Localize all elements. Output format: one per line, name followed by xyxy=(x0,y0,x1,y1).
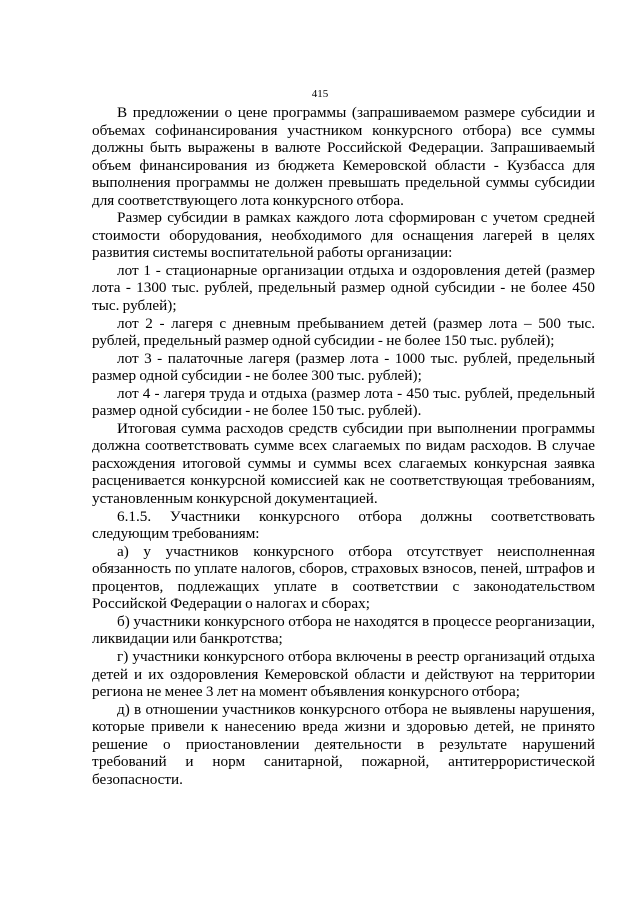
page-number: 415 xyxy=(311,88,329,100)
paragraph-requirement-a: а) у участников конкурсного отбора отсутствует неисполненная обязанность по уплате налогов, сборов, страховых взносов, пеней, штрафов и процентов, подлежащих уплате в соответствии с законодательством Российской Федерации о налогах и сборах; xyxy=(92,542,595,613)
paragraph-lot-4: лот 4 - лагеря труда и отдыха (размер лота - 450 тыс. рублей, предельный размер одной субсидии - не более 150 тыс. рублей). xyxy=(92,384,595,420)
paragraph-requirement-d: д) в отношении участников конкурсного отбора не выявлены нарушения, которые привели к нанесению вреда жизни и здоровью детей, не принято решение о приостановлении деятельности в результате нарушений требований и норм санитарной, пожарной, антитеррористической безопасности. xyxy=(92,700,595,788)
paragraph-price-proposal: В предложении о цене программы (запрашиваемом размере субсидии и объемах софинансирования участником конкурсного отбора) все суммы должны быть выражены в валюте Российской Федерации. Запрашиваемый объем финансирования из бюджета Кемеровской области - Кузбасса для выполнения программы не должен превышать предельной суммы субсидии для соответствующего лота конкурсного отбора. xyxy=(92,104,595,209)
document-body xyxy=(92,104,595,788)
paragraph-requirement-b: б) участники конкурсного отбора не находятся в процессе реорганизации, ликвидации или банкротства; xyxy=(92,612,595,648)
paragraph-lot-1: лот 1 - стационарные организации отдыха и оздоровления детей (размер лота - 1300 тыс. рублей, предельный размер одной субсидии - не более 450 тыс. рублей); xyxy=(92,261,595,315)
paragraph-section-6-1-5: 6.1.5. Участники конкурсного отбора должны соответствовать следующим требованиям: xyxy=(92,507,595,543)
paragraph-subsidy-size: Размер субсидии в рамках каждого лота сформирован с учетом средней стоимости оборудования, необходимого для оснащения лагерей в целях развития системы воспитательной работы организации: xyxy=(92,209,595,262)
paragraph-total-expenses: Итоговая сумма расходов средств субсидии при выполнении программы должна соответствовать сумме всех слагаемых по видам расходов. В случае расхождения итоговой суммы и суммы всех слагаемых конкурсная заявка расценивается конкурсной комиссией как не соответствующая требованиям, установленным конкурсной документацией. xyxy=(92,419,595,508)
paragraph-lot-3: лот 3 - палаточные лагеря (размер лота - 1000 тыс. рублей, предельный размер одной субсидии - не более 300 тыс. рублей); xyxy=(92,349,595,385)
paragraph-lot-2: лот 2 - лагеря с дневным пребыванием детей (размер лота – 500 тыс. рублей, предельный размер одной субсидии - не более 150 тыс. рублей); xyxy=(92,314,595,350)
paragraph-requirement-g: г) участники конкурсного отбора включены в реестр организаций отдыха детей и их оздоровления Кемеровской области и действуют на территории региона не менее 3 лет на момент объявления конкурсного отбора; xyxy=(92,647,595,701)
